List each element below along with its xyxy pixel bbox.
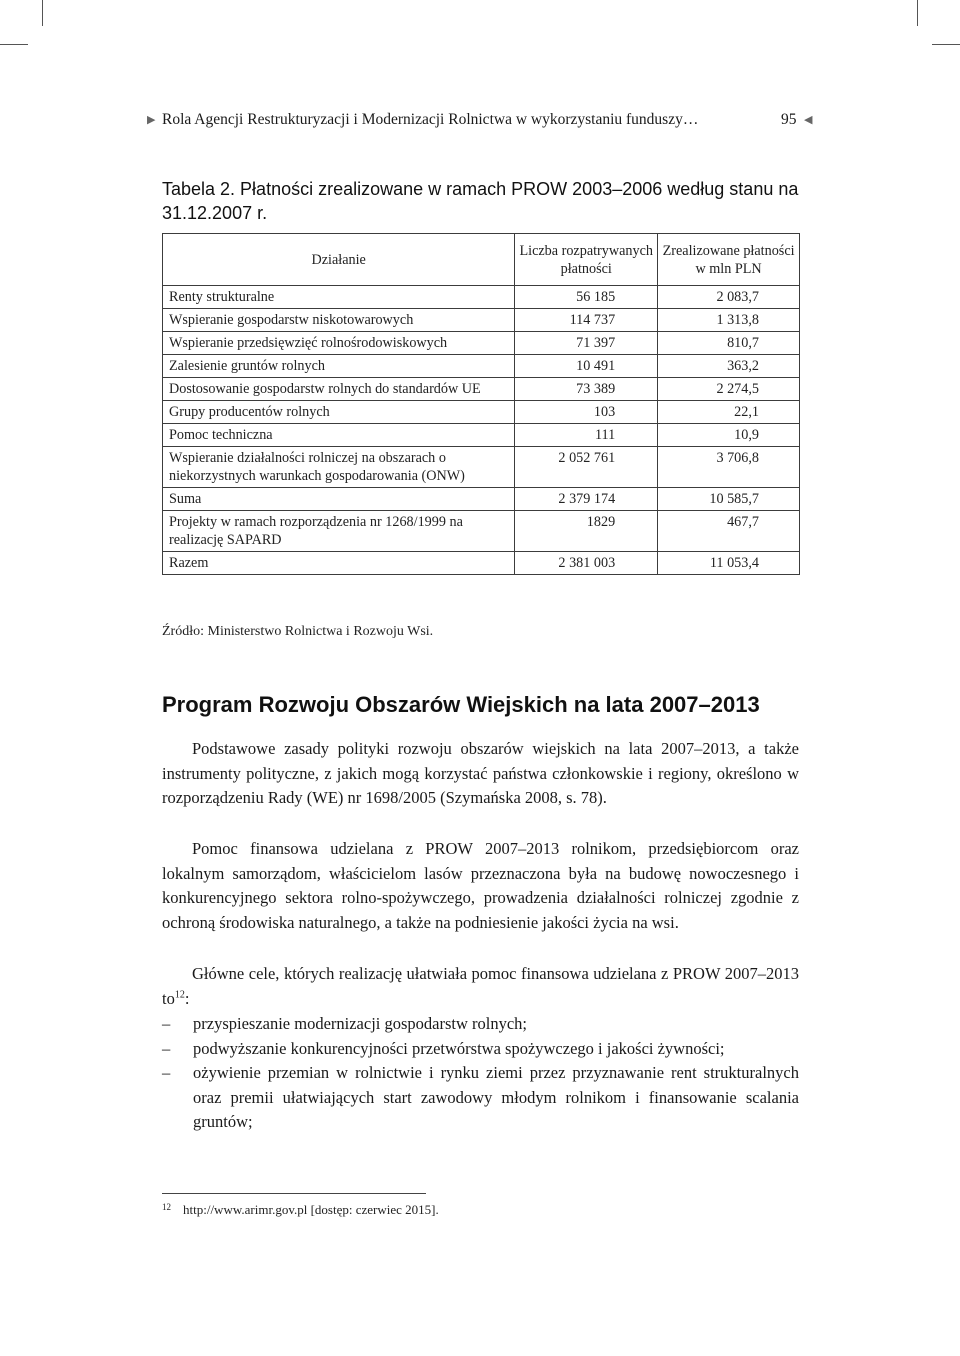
paragraph-3 [162, 962, 799, 1011]
crop-mark-top-left-v [42, 0, 43, 26]
table-title: Tabela 2. Płatności zrealizowane w ramach PROW 2003–2006 według stanu na 31.12.2007 r. [162, 179, 799, 223]
triangle-right-icon: ▶ [147, 114, 156, 126]
crop-mark-top-right-h [932, 44, 960, 45]
row-label: Razem [163, 552, 515, 575]
dash-bullet-icon: – [162, 1014, 171, 1033]
table-row [163, 447, 800, 488]
row-label: Dostosowanie gospodarstw rolnych do standardów UE [163, 378, 515, 401]
crop-mark-top-right-v [917, 0, 918, 26]
row-amount: 22,1 [658, 401, 800, 424]
table-row [163, 511, 800, 552]
dash-bullet-icon: – [162, 1063, 171, 1082]
row-count: 71 397 [515, 332, 658, 355]
row-count: 114 737 [515, 309, 658, 332]
footnote-ref[interactable]: 12 [174, 989, 185, 1000]
row-label: Projekty w ramach rozporządzenia nr 1268/1999 na realizację SAPARD [163, 511, 515, 552]
row-label: Wspieranie gospodarstw niskotowarowych [163, 309, 515, 332]
row-label: Wspieranie działalności rolniczej na obszarach o niekorzystnych warunkach gospodarowania (ONW) [163, 447, 515, 488]
row-count: 2 379 174 [515, 488, 658, 511]
table-row [163, 552, 800, 575]
table-row [163, 401, 800, 424]
table-source-note: Źródło: Ministerstwo Rolnictwa i Rozwoju Wsi. [162, 624, 434, 639]
row-amount: 1 313,8 [658, 309, 800, 332]
row-label: Wspieranie przedsięwzięć rolnośrodowiskowych [163, 332, 515, 355]
triangle-left-icon: ◀ [804, 114, 813, 126]
table-header-row [163, 234, 800, 286]
row-amount: 2 083,7 [658, 286, 800, 309]
table-row [163, 355, 800, 378]
row-label: Pomoc techniczna [163, 424, 515, 447]
row-amount: 363,2 [658, 355, 800, 378]
goals-list [162, 1012, 799, 1135]
page-number: 95 [781, 111, 797, 128]
row-count: 10 491 [515, 355, 658, 378]
header-count: Liczba rozpatrywanych płatności [515, 234, 658, 286]
paragraph-1 [162, 737, 799, 811]
section-heading: Program Rozwoju Obszarów Wiejskich na lata 2007–2013 [162, 692, 760, 717]
list-item-text: przyspieszanie modernizacji gospodarstw rolnych; [193, 1014, 528, 1033]
row-amount: 10 585,7 [658, 488, 800, 511]
row-label: Zalesienie gruntów rolnych [163, 355, 515, 378]
crop-mark-top-left-h [0, 44, 28, 45]
table-row [163, 424, 800, 447]
row-count: 2 052 761 [515, 447, 658, 488]
row-count: 2 381 003 [515, 552, 658, 575]
row-count: 111 [515, 424, 658, 447]
list-item-text: ożywienie przemian w rolnictwie i rynku ziemi przez przyznawanie rent strukturalnych oraz premii ułatwiających start zawodowy młodym rolnikom i finansowanie scalania gruntów; [193, 1063, 799, 1131]
row-amount: 467,7 [658, 511, 800, 552]
row-count: 1829 [515, 511, 658, 552]
list-item-text: podwyższanie konkurencyjności przetwórstwa spożywczego i jakości żywności; [193, 1038, 725, 1058]
row-amount: 810,7 [658, 332, 800, 355]
table-row [163, 378, 800, 401]
footnote-number: 12 [162, 1202, 171, 1212]
row-amount: 3 706,8 [658, 447, 800, 488]
paragraph-2-text: Pomoc finansowa udzielana z PROW 2007–2013 rolnikom, przedsiębiorcom oraz lokalnym samorządom, właścicielom lasów przeznaczona była na budowę nowoczesnego i konkurencyjnego sektora rolno-spożywczego, prowadzenia działalności rolniczej zgodnie z ochroną środowiska naturalnego, a także na podniesienie jakości życia na wsi. [162, 839, 799, 932]
row-label: Grupy producentów rolnych [163, 401, 515, 424]
row-count: 56 185 [515, 286, 658, 309]
header-action: Działanie [163, 234, 515, 286]
dash-bullet-icon: – [162, 1038, 171, 1058]
table-row [163, 488, 800, 511]
table-row [163, 286, 800, 309]
row-count: 73 389 [515, 378, 658, 401]
table-row [163, 332, 800, 355]
paragraph-3-colon: : [184, 988, 190, 1008]
footnote-divider [162, 1193, 426, 1194]
row-amount: 11 053,4 [658, 552, 800, 575]
paragraph-3-text [162, 962, 799, 1011]
paragraph-1-text: Podstawowe zasady polityki rozwoju obszarów wiejskich na lata 2007–2013, a także instrumenty polityczne, z jakich mogą korzystać państwa członkowskie i regiony, określono w rozporządzeniu Rady (WE) nr 1698/2005 (Szymańska 2008, s. 78). [162, 739, 799, 807]
running-head [147, 109, 817, 131]
list-item [162, 1037, 799, 1062]
header-amount: Zrealizowane płatności w mln PLN [658, 234, 800, 286]
list-item [162, 1012, 799, 1037]
row-amount: 2 274,5 [658, 378, 800, 401]
row-count: 103 [515, 401, 658, 424]
paragraph-3-body: Główne cele, których realizację ułatwiała pomoc finansowa udzielana z PROW 2007–2013 to [162, 964, 799, 1008]
table-row [163, 309, 800, 332]
list-item [162, 1061, 799, 1135]
footnote-link[interactable]: http://www.arimr.gov.pl [dostęp: czerwiec 2015]. [183, 1202, 439, 1217]
row-label: Renty strukturalne [163, 286, 515, 309]
row-label: Suma [163, 488, 515, 511]
paragraph-2 [162, 837, 799, 935]
running-head-title: Rola Agencji Restrukturyzacji i Modernizacji Rolnictwa w wykorzystaniu funduszy… [162, 111, 699, 128]
payments-table [162, 233, 800, 575]
row-amount: 10,9 [658, 424, 800, 447]
